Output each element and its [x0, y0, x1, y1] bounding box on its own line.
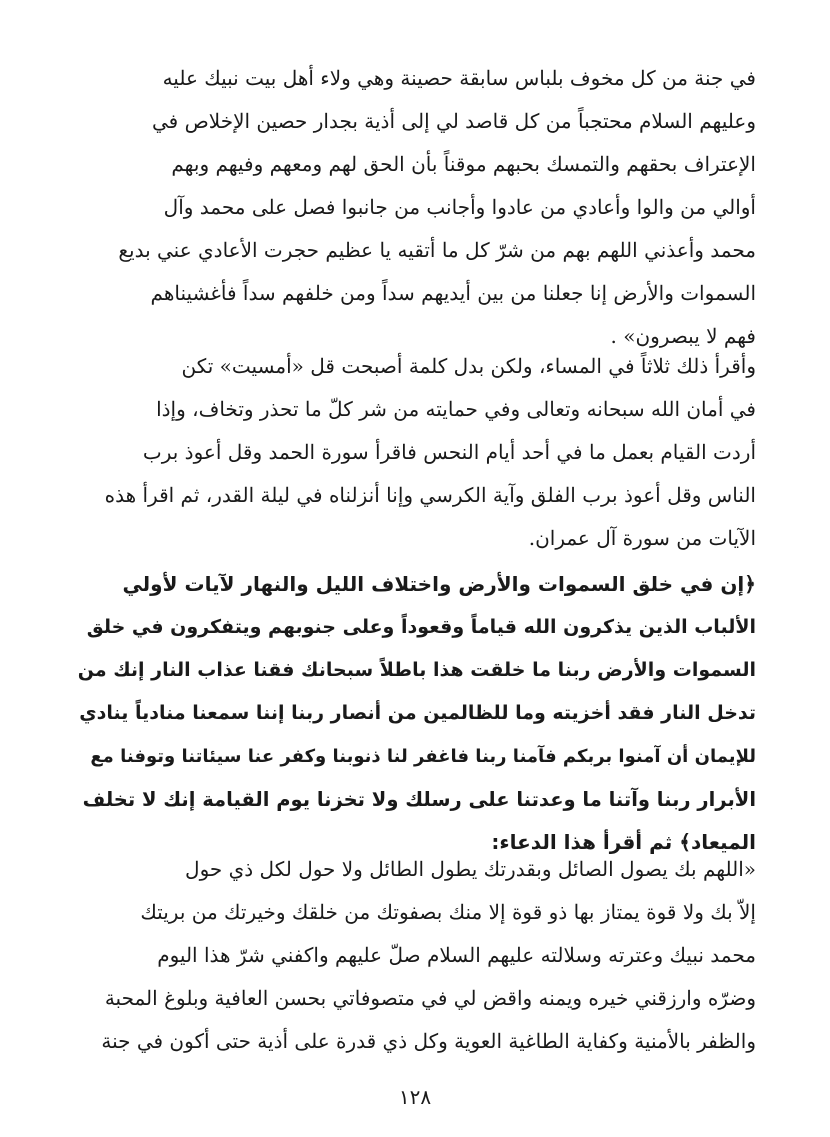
text-line: أردت القيام بعمل ما في أحد أيام النحس فاقرأ سورة الحمد وقل أعوذ برب: [142, 440, 756, 464]
paragraph-prayer-continuation: [74, 57, 756, 358]
text-line: أوالي من والوا وأعادي من عادوا وأجانب من جانبوا فصل على محمد وآل: [163, 195, 756, 219]
page-number: ١٢٨: [398, 1085, 432, 1109]
text-line: والظفر بالأمنية وكفاية الطاغية العوية وكل ذي قدرة على أذية حتى أكون في جنة: [101, 1029, 756, 1053]
text-line: وضرّه وارزقني خيره ويمنه واقض لي في متصوفاتي بحسن العافية وبلوغ المحبة: [104, 986, 756, 1010]
text-line: في أمان الله سبحانه وتعالى وفي حمايته من شر كلّ ما تحذر وتخاف، وإذا: [156, 397, 756, 421]
text-line: «اللهم بك يصول الصائل وبقدرتك يطول الطائل ولا حول لكل ذي حول: [185, 857, 756, 881]
text-line: في جنة من كل مخوف بلباس سابقة حصينة وهي ولاء أهل بيت نبيك عليه: [162, 66, 756, 90]
text-line: الأبرار ربنا وآتنا ما وعدتنا على رسلك ولا تخزنا يوم القيامة إنك لا تخلف: [82, 788, 756, 811]
text-line: الإعتراف بحقهم والتمسك بحبهم موقناً بأن الحق لهم ومعهم وفيهم وبهم: [171, 152, 756, 176]
text-line: إلاّ بك ولا قوة يمتاز بها ذو قوة إلا منك بصفوتك من خلقك وخيرتك من بريتك: [140, 900, 756, 924]
text-line: السموات والأرض ربنا ما خلقت هذا باطلاً سبحانك فقنا عذاب النار إنك من: [77, 659, 756, 681]
text-line: الألباب الذين يذكرون الله قياماً وقعوداً وعلى جنوبهم ويتفكرون في خلق: [86, 616, 756, 638]
text-line: الناس وقل أعوذ برب الفلق وآية الكرسي وإنا أنزلناه في ليلة القدر، ثم اقرأ هذه: [104, 483, 756, 507]
text-line: محمد نبيك وعترته وسلالته عليهم السلام صلّ عليهم واكفني شرّ هذا اليوم: [157, 943, 756, 967]
text-line: للإيمان أن آمنوا بربكم فآمنا ربنا فاغفر لنا ذنوبنا وكفر عنا سيئاتنا وتوفنا مع: [90, 746, 756, 767]
text-line: ﴿إن في خلق السموات والأرض واختلاف الليل والنهار لآيات لأولي: [122, 572, 756, 596]
text-line: محمد وأعذني اللهم بهم من شرّ كل ما أتقيه يا عظيم حجرت الأعادي عني بديع: [118, 238, 756, 262]
paragraph-evening-instruction: [74, 345, 756, 560]
text-line: وعليهم السلام محتجباً من كل قاصد لي إلى أذية بجدار حصين الإخلاص في: [152, 109, 756, 133]
paragraph-supplication: [74, 848, 756, 1063]
text-line: الميعاد﴾ ثم أقرأ هذا الدعاء:: [491, 830, 756, 854]
text-line: فهم لا يبصرون» .: [610, 324, 756, 348]
text-line: تدخل النار فقد أخزيته وما للظالمين من أنصار ربنا إننا سمعنا منادياً ينادي: [79, 702, 756, 724]
text-line: الآيات من سورة آل عمران.: [528, 526, 756, 550]
text-line: وأقرأ ذلك ثلاثاً في المساء، ولكن بدل كلمة أصبحت قل «أمسيت» تكن: [181, 354, 756, 378]
paragraph-quran-verses: [74, 563, 756, 864]
text-line: السموات والأرض إنا جعلنا من بين أيديهم سداً ومن خلفهم سداً فأغشيناهم: [150, 281, 756, 305]
